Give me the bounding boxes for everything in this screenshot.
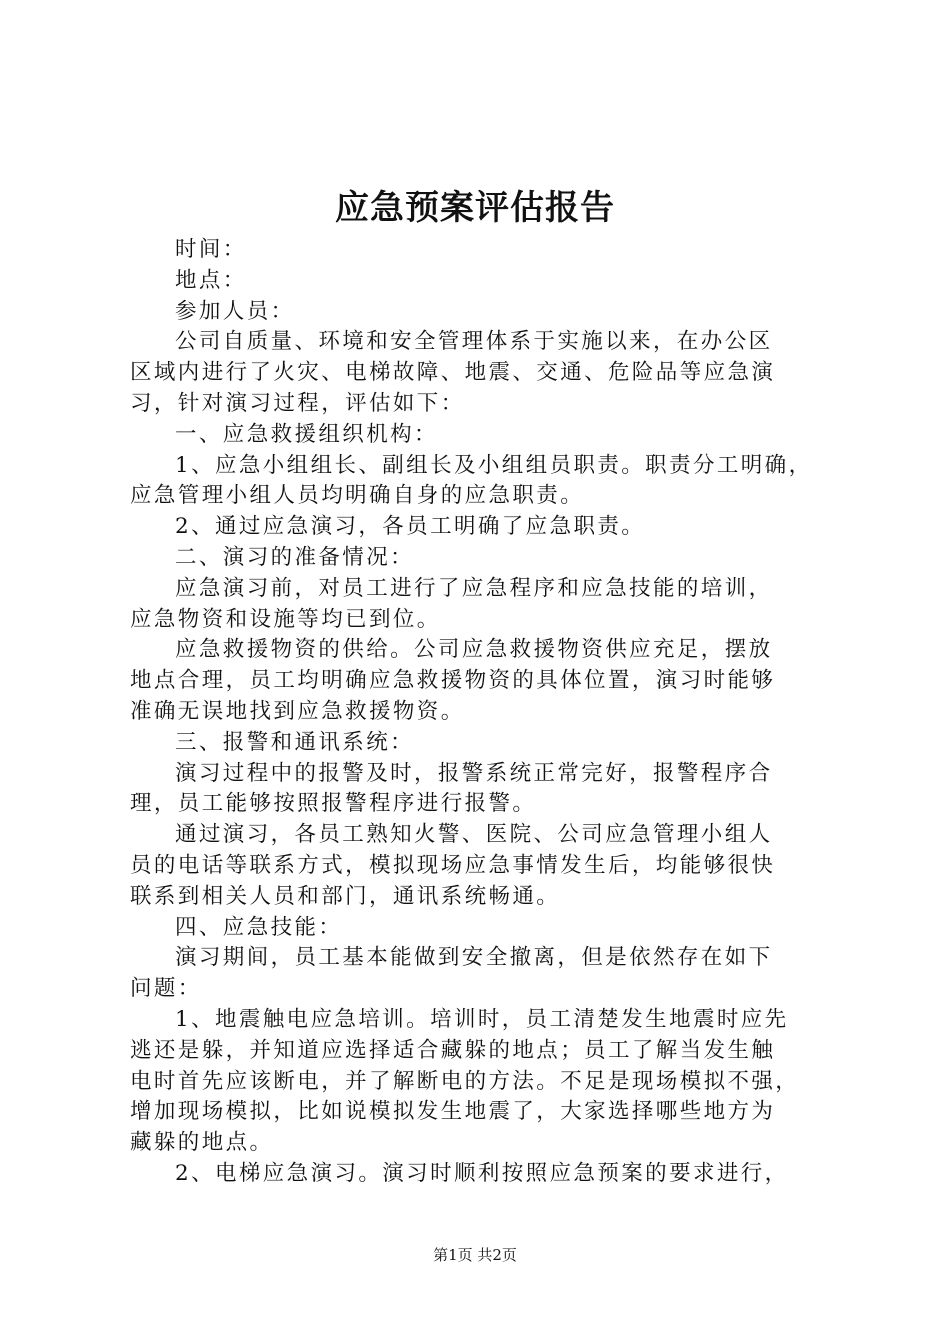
document-body (130, 235, 830, 1190)
text-line: 增加现场模拟，比如说模拟发生地震了，大家选择哪些地方为 (130, 1099, 776, 1125)
text-line: 电时首先应该断电，并了解断电的方法。不足是现场模拟不强， (130, 1068, 800, 1094)
text-line: 联系到相关人员和部门，通讯系统畅通。 (130, 883, 561, 909)
text-line: 区域内进行了火灾、电梯故障、地震、交通、危险品等应急演 (130, 360, 776, 386)
text-line: 二、演习的准备情况： (175, 544, 415, 570)
text-line: 准确无误地找到应急救援物资。 (130, 698, 465, 724)
text-line: 公司自质量、环境和安全管理体系于实施以来，在办公区 (175, 329, 773, 355)
text-line: 2、通过应急演习，各员工明确了应急职责。 (175, 514, 646, 540)
text-line: 2、电梯应急演习。演习时顺利按照应急预案的要求进行， (175, 1160, 789, 1186)
text-line: 逃还是躲，并知道应选择适合藏躲的地点；员工了解当发生触 (130, 1037, 776, 1063)
text-line: 地点合理，员工均明确应急救援物资的具体位置，演习时能够 (130, 668, 776, 694)
text-line: 演习期间，员工基本能做到安全撤离，但是依然存在如下 (175, 945, 773, 971)
text-line: 员的电话等联系方式，模拟现场应急事情发生后，均能够很快 (130, 852, 776, 878)
text-line: 参加人员： (175, 298, 295, 324)
text-line: 习，针对演习过程，评估如下： (130, 390, 465, 416)
document-title: 应急预案评估报告 (335, 188, 615, 228)
text-line: 理，员工能够按照报警程序进行报警。 (130, 791, 537, 817)
text-line: 应急管理小组人员均明确自身的应急职责。 (130, 483, 585, 509)
text-line: 地点： (175, 267, 247, 293)
page-footer: 第1页 共2页 (433, 1246, 517, 1264)
text-line: 四、应急技能： (175, 914, 343, 940)
text-line: 藏躲的地点。 (130, 1130, 274, 1156)
text-line: 应急救援物资的供给。公司应急救援物资供应充足，摆放 (175, 637, 773, 663)
text-line: 三、报警和通讯系统： (175, 729, 415, 755)
text-line: 演习过程中的报警及时，报警系统正常完好，报警程序合 (175, 760, 773, 786)
text-line: 应急物资和设施等均已到位。 (130, 606, 441, 632)
text-line: 一、应急救援组织机构： (175, 421, 438, 447)
text-line: 时间： (175, 237, 247, 262)
text-line: 问题： (130, 976, 202, 1002)
text-line: 通过演习，各员工熟知火警、医院、公司应急管理小组人 (175, 822, 773, 848)
text-line: 1、应急小组组长、副组长及小组组员职责。职责分工明确， (175, 452, 813, 478)
text-line: 1、地震触电应急培训。培训时，员工清楚发生地震时应先 (175, 1006, 789, 1032)
text-line: 应急演习前，对员工进行了应急程序和应急技能的培训， (175, 575, 773, 601)
